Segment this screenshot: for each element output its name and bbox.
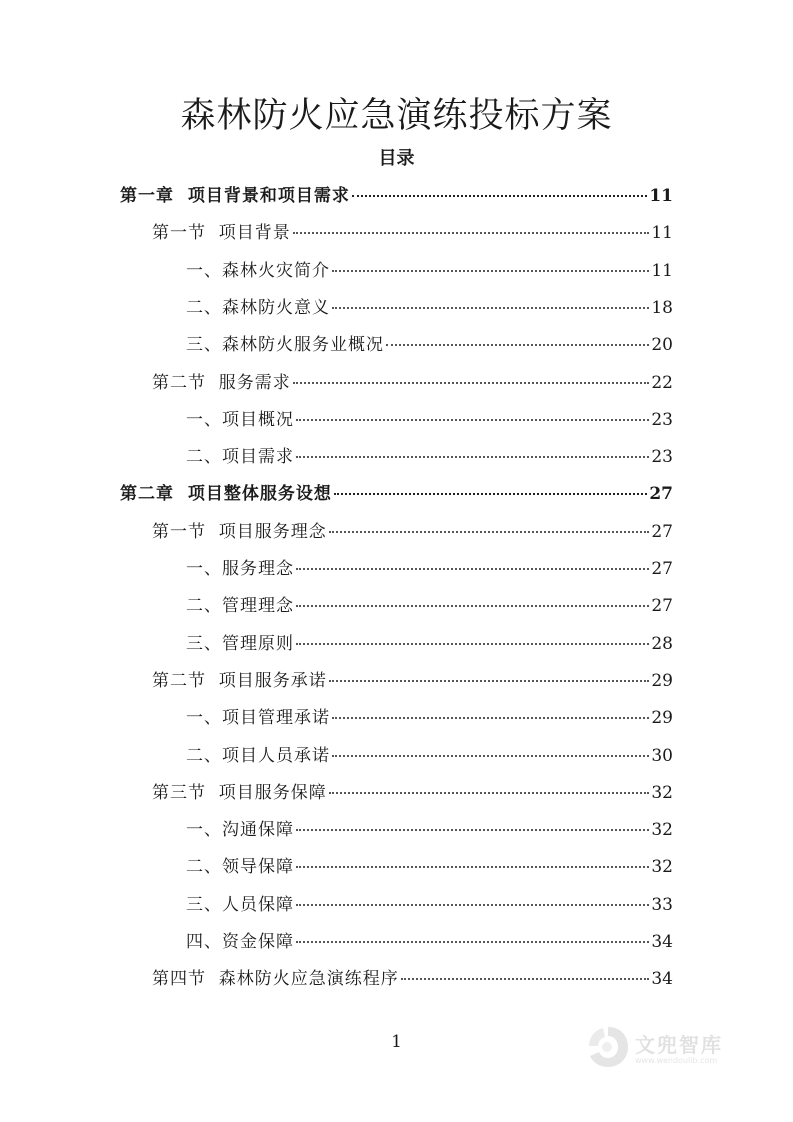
toc-entry-label: 一、森林火灾简介 bbox=[186, 260, 330, 281]
toc-entry[interactable] bbox=[186, 887, 673, 923]
watermark-url: www.wendoulib.com bbox=[635, 1056, 718, 1065]
toc-entry-label: 第一节 项目服务理念 bbox=[152, 521, 327, 542]
toc-entry-label: 第二节 服务需求 bbox=[152, 372, 291, 393]
toc-entry[interactable] bbox=[186, 738, 673, 774]
toc-entry[interactable] bbox=[152, 365, 673, 401]
toc-entry-page: 32 bbox=[651, 820, 673, 841]
toc-leader-dots bbox=[293, 231, 649, 234]
toc-leader-dots bbox=[296, 604, 649, 607]
toc-leader-dots bbox=[296, 567, 649, 570]
toc-leader-dots bbox=[296, 903, 649, 906]
toc-entry-label: 三、森林防火服务业概况 bbox=[186, 335, 384, 356]
toc-entry[interactable] bbox=[186, 700, 673, 736]
toc-entry-label: 二、管理理念 bbox=[186, 596, 294, 617]
toc-entry-page: 32 bbox=[651, 857, 673, 878]
document-title: 森林防火应急演练投标方案 bbox=[180, 96, 613, 136]
watermark-logo-icon bbox=[585, 1024, 631, 1070]
toc-leader-dots bbox=[296, 418, 649, 421]
toc-leader-dots bbox=[296, 940, 649, 943]
toc-leader-dots bbox=[296, 828, 649, 831]
toc-entry[interactable] bbox=[186, 812, 673, 848]
toc-entry[interactable] bbox=[186, 588, 673, 624]
toc-entry-page: 23 bbox=[651, 447, 673, 468]
toc-entry-page: 27 bbox=[651, 596, 673, 617]
toc-entry[interactable] bbox=[186, 439, 673, 475]
page-number: 1 bbox=[391, 1032, 402, 1052]
toc-entry[interactable] bbox=[186, 551, 673, 587]
toc-leader-dots bbox=[334, 492, 647, 495]
toc-entry[interactable] bbox=[120, 178, 673, 214]
toc-entry-label: 一、服务理念 bbox=[186, 559, 294, 579]
toc-leader-dots bbox=[386, 343, 649, 346]
toc-leader-dots bbox=[296, 455, 649, 458]
toc-entry-label: 三、人员保障 bbox=[186, 894, 294, 915]
toc-entry-page: 27 bbox=[651, 521, 673, 542]
toc-entry-page: 11 bbox=[649, 186, 673, 206]
toc-entry[interactable] bbox=[186, 327, 673, 363]
toc-leader-dots bbox=[401, 977, 649, 980]
toc-leader-dots bbox=[332, 754, 649, 757]
toc-entry-page: 23 bbox=[651, 409, 673, 430]
toc-entry[interactable] bbox=[120, 476, 673, 512]
toc-entry-page: 34 bbox=[651, 969, 673, 990]
toc-entry-label: 一、项目概况 bbox=[186, 409, 294, 430]
toc-entry-label: 一、沟通保障 bbox=[186, 820, 294, 841]
toc-leader-dots bbox=[296, 865, 649, 868]
toc-entry-page: 27 bbox=[649, 484, 673, 505]
toc-entry[interactable] bbox=[186, 290, 673, 326]
toc-entry-page: 27 bbox=[651, 559, 673, 579]
toc-leader-dots bbox=[293, 381, 649, 384]
toc-heading: 目录 bbox=[378, 148, 415, 169]
toc-entry-label: 二、森林防火意义 bbox=[186, 297, 330, 318]
toc-entry-label: 第一节 项目背景 bbox=[152, 223, 291, 244]
toc-entry-label: 三、管理原则 bbox=[186, 633, 294, 654]
toc-entry-page: 29 bbox=[651, 670, 673, 691]
toc-entry[interactable] bbox=[186, 924, 673, 960]
toc-entry-page: 20 bbox=[651, 335, 673, 356]
toc-leader-dots bbox=[332, 306, 649, 309]
toc-entry-label: 第三节 项目服务保障 bbox=[152, 782, 327, 803]
toc-entry-page: 11 bbox=[651, 223, 673, 244]
toc-entry-page: 34 bbox=[651, 932, 673, 952]
toc-leader-dots bbox=[329, 791, 649, 794]
toc-entry-label: 二、项目需求 bbox=[186, 447, 294, 468]
toc-entry-label: 第四节 森林防火应急演练程序 bbox=[152, 969, 399, 990]
toc-entry[interactable] bbox=[186, 402, 673, 438]
toc-entry-page: 22 bbox=[651, 372, 673, 393]
toc-leader-dots bbox=[352, 194, 647, 197]
toc-leader-dots bbox=[296, 642, 649, 645]
toc-entry-label: 一、项目管理承诺 bbox=[186, 708, 330, 729]
toc-entry-page: 18 bbox=[651, 297, 673, 318]
toc-entry-label: 第二章 项目整体服务设想 bbox=[120, 484, 332, 505]
toc-entry[interactable] bbox=[186, 253, 673, 289]
toc-entry[interactable] bbox=[186, 626, 673, 662]
toc-entry-page: 28 bbox=[651, 633, 673, 654]
toc-leader-dots bbox=[329, 679, 649, 682]
toc-entry-label: 第二节 项目服务承诺 bbox=[152, 670, 327, 691]
toc-entry[interactable] bbox=[152, 514, 673, 550]
toc-entry[interactable] bbox=[152, 775, 673, 811]
toc-entry[interactable] bbox=[152, 663, 673, 699]
toc-leader-dots bbox=[332, 716, 649, 719]
toc-leader-dots bbox=[329, 530, 649, 533]
toc-entry[interactable] bbox=[152, 215, 673, 251]
toc-entry-page: 30 bbox=[651, 745, 673, 766]
toc-entry-page: 32 bbox=[651, 782, 673, 803]
toc-entry-page: 33 bbox=[651, 894, 673, 915]
toc-entry-label: 二、领导保障 bbox=[186, 857, 294, 878]
toc-entry-page: 29 bbox=[651, 708, 673, 729]
toc-entry-label: 第一章 项目背景和项目需求 bbox=[120, 186, 350, 206]
watermark-name: 文兜智库 bbox=[635, 1033, 723, 1057]
watermark bbox=[585, 1022, 765, 1072]
toc-leader-dots bbox=[332, 269, 649, 272]
toc-entry[interactable] bbox=[186, 849, 673, 885]
toc-entry[interactable] bbox=[152, 961, 673, 997]
toc-entry-label: 四、资金保障 bbox=[186, 932, 294, 952]
toc-entry-label: 二、项目人员承诺 bbox=[186, 745, 330, 766]
toc-entry-page: 11 bbox=[651, 260, 673, 281]
